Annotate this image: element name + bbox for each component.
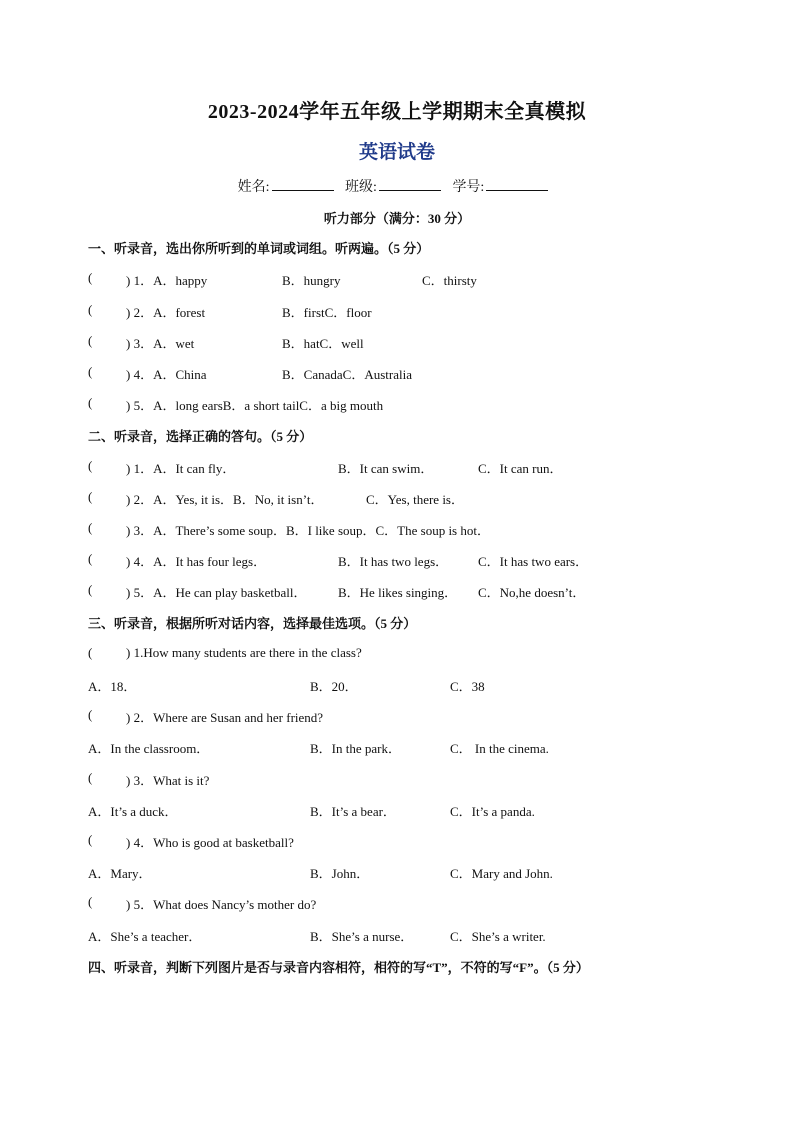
section-4-title: 四、听录音，判断下列图片是否与录音内容相符，相符的写“T”，不符的写“F”。（5 分） xyxy=(88,960,589,975)
section-2-title: 二、听录音，选择正确的答句。（5 分） xyxy=(88,429,313,444)
answer-paren[interactable]: ( xyxy=(88,520,93,535)
answer-paren[interactable]: ( xyxy=(88,395,93,410)
answer-paren[interactable]: ( xyxy=(88,489,93,504)
answer-paren[interactable]: ( xyxy=(88,458,93,473)
exam-subtitle: 英语试卷 xyxy=(358,142,435,163)
answer-paren[interactable]: ( xyxy=(88,770,93,785)
student-info-line xyxy=(0,176,794,196)
answer-paren[interactable]: ( xyxy=(88,333,93,348)
section-1-title: 一、听录音，选出你所听到的单词或词组。听两遍。（5 分） xyxy=(88,241,430,256)
answer-paren[interactable]: ( xyxy=(88,551,93,566)
id-blank[interactable] xyxy=(486,178,548,191)
section-3-title: 三、听录音，根据所听对话内容，选择最佳选项。（5 分） xyxy=(88,616,417,631)
class-label: 班级: xyxy=(345,180,377,195)
answer-paren[interactable]: ( xyxy=(88,364,93,379)
answer-paren[interactable]: ( xyxy=(88,270,93,285)
exam-title: 2023-2024学年五年级上学期期末全真模拟 xyxy=(207,101,587,123)
listening-part-heading: 听力部分（满分：30 分） xyxy=(323,211,471,226)
answer-paren[interactable]: ( xyxy=(88,894,93,909)
answer-paren[interactable]: ( xyxy=(88,582,93,597)
answer-paren[interactable]: ( xyxy=(88,832,93,847)
name-blank[interactable] xyxy=(272,178,334,191)
id-label: 学号: xyxy=(452,180,485,195)
exam-page: 2023-2024学年五年级上学期期末全真模拟 英语试卷 姓名: 班级: 学号: 听力部分（满分：30 分） 一、听录音，选出你所听到的单词或词组。听两遍。（5 分） ( ) 1．A．happy B．hungry C．thirsty ( ) 2．A．forest B．firstC．floor ( ) 3．A．wet B．hatC．well ( ) 4．A．China B．CanadaC．Australia ( ) 5．A．long earsB．a short tailC．a big mouth 二、听录音，选择正确的答句。（5 分） ( ) 1．A．It can fly． B．It can swim． C．It can run． ( ) 2．A．Yes, it is．B．No, it isn’t． C．Yes, there is． ( ) 3．A．There’s some soup．B．I like soup．C．The soup is hot． ( ) 4．A．It has four legs． B．It has two legs． C．It has two ears． ( ) 5．A．He can play basketball． B．He likes singing． C．No,he doesn’t． 三、听录音，根据所听对话内容，选择最佳选项。（5 分） ( ) 1.How many students are there in the class? A．18． B．20． C．38 ( ) 2．Where are Susan and her friend? A．In the classroom． B．In the park． C． In the cinema. ( ) 3．What is it? A．It’s a duck． B．It’s a bear． C．It’s a panda. ( ) 4．Who is good at basketball? A．Mary． B．John． C．Mary and John. ( ) 5．What does Nancy’s mother do? A．She’s a teacher． B．She’s a nurse． C．She’s a writer. 四、听录音，判断下列图片是否与录音内容相符，相符的写“T”，不符的写“F”。（5 分） xyxy=(0,0,794,1123)
answer-paren[interactable]: ( xyxy=(88,645,93,660)
name-label: 姓名: xyxy=(237,180,270,195)
answer-paren[interactable]: ( xyxy=(88,707,93,722)
class-blank[interactable] xyxy=(379,178,441,191)
answer-paren[interactable]: ( xyxy=(88,302,93,317)
